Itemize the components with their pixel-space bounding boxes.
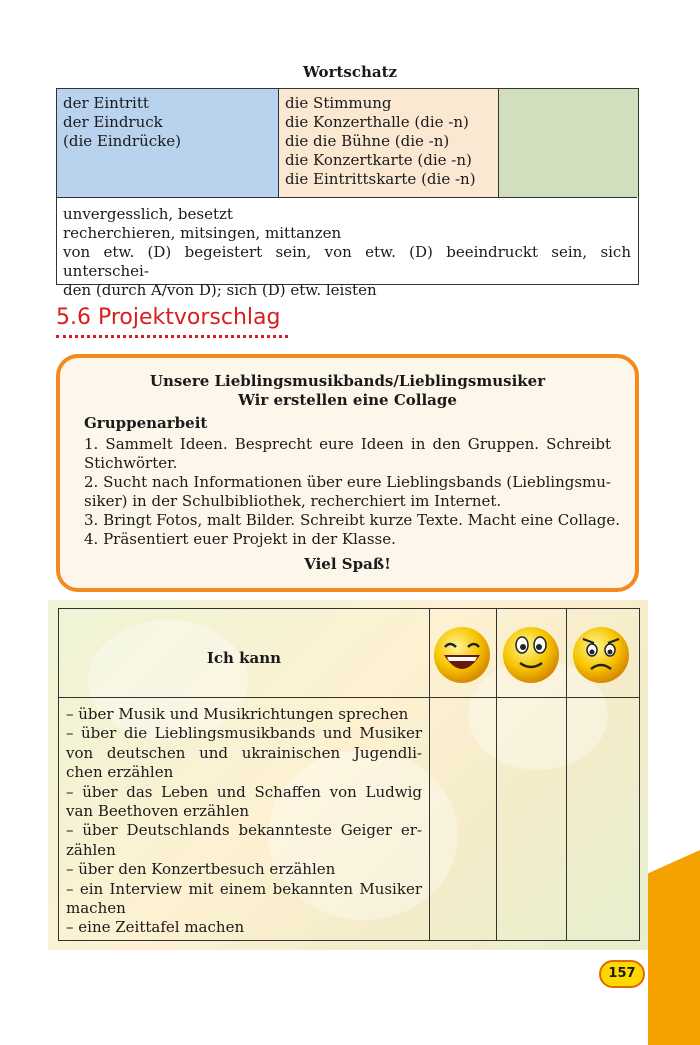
vocab-word: (die Eindrücke) <box>63 132 181 150</box>
vocab-phrase: von etw. (D) begeistert sein, von etw. (D) beeindruckt sein, sich unterschei- <box>63 243 631 280</box>
vocab-phrase: recherchieren, mitsingen, mittanzen <box>63 224 342 242</box>
project-closing: Viel Spaß! <box>304 555 391 573</box>
vocab-word: die Konzerthalle (die -n) <box>285 113 469 131</box>
vocab-phrase: unvergesslich, besetzt <box>63 205 233 223</box>
selfcheck-item: – eine Zeittafel machen <box>66 918 245 937</box>
selfcheck-table <box>58 608 640 941</box>
selfcheck-item: von deutschen und ukrainischen Jugendli- <box>66 743 422 762</box>
project-step: siker) in der Schulbibliothek, recherchiert im Internet. <box>84 492 502 510</box>
vocab-word: der Eindruck <box>63 113 163 131</box>
laughing-smiley-icon[interactable] <box>431 623 493 685</box>
project-heading: Unsere Lieblingsmusikbands/Lieblingsmusiker <box>149 372 546 390</box>
project-step: 1. Sammelt Ideen. Besprecht eure Ideen in den Gruppen. Schreibt <box>84 435 611 453</box>
project-box <box>56 354 639 592</box>
project-group-label: Gruppenarbeit <box>84 414 208 432</box>
vocab-word: die Stimmung <box>285 94 392 112</box>
project-step: 2. Sucht nach Informationen über eure Lieblingsbands (Lieblingsmu- <box>84 473 611 491</box>
vocab-nouns-cell-2 <box>279 89 499 197</box>
vocab-table <box>56 88 639 299</box>
column-divider <box>496 609 497 940</box>
selfcheck-item: – über die Lieblingsmusikbands und Musiker <box>66 724 422 743</box>
page-edge-decoration <box>648 850 700 1045</box>
section-title: 5.6 Projektvorschlag <box>56 305 281 330</box>
project-step: Stichwörter. <box>84 454 178 472</box>
vocab-nouns-cell-1 <box>57 89 279 197</box>
selfcheck-item: machen <box>66 899 126 918</box>
selfcheck-item: chen erzählen <box>66 763 174 782</box>
vocab-word: der Eintritt <box>63 94 149 112</box>
section-underline <box>56 335 288 342</box>
worried-smiley-icon[interactable] <box>570 623 632 685</box>
selfcheck-item: – über Musik und Musikrichtungen sprechen <box>66 705 409 723</box>
project-subtitle: Wir erstellen eine Collage <box>238 391 457 409</box>
vocab-phrases-cell <box>57 197 637 299</box>
vocab-empty-cell <box>499 89 638 197</box>
vocab-title: Wortschatz <box>302 63 398 81</box>
smiling-smiley-icon[interactable] <box>500 623 562 685</box>
selfcheck-item: zählen <box>66 840 116 859</box>
page-number: 157 <box>599 960 645 988</box>
project-step: 4. Präsentiert euer Projekt in der Klasse. <box>84 530 396 548</box>
selfcheck-item: – über den Konzertbesuch erzählen <box>66 860 336 879</box>
selfcheck-label: Ich kann <box>206 649 282 667</box>
row-divider <box>59 697 639 698</box>
selfcheck-item: van Beethoven erzählen <box>66 802 250 821</box>
selfcheck-item: – über Deutschlands bekannteste Geiger er- <box>66 821 422 840</box>
vocab-word: die Konzertkarte (die -n) <box>285 151 472 169</box>
selfcheck-list <box>66 705 422 938</box>
vocab-word: die Eintrittskarte (die -n) <box>285 170 476 188</box>
project-step: 3. Bringt Fotos, malt Bilder. Schreibt kurze Texte. Macht eine Collage. <box>84 511 621 529</box>
column-divider <box>429 609 430 940</box>
selfcheck-item: – über das Leben und Schaffen von Ludwig <box>66 782 422 801</box>
column-divider <box>566 609 567 940</box>
vocab-word: die die Bühne (die -n) <box>285 132 450 150</box>
vocab-phrase: den (durch A/von D); sich (D) etw. leisten <box>63 281 377 299</box>
selfcheck-item: – ein Interview mit einem bekannten Musiker <box>66 879 422 898</box>
